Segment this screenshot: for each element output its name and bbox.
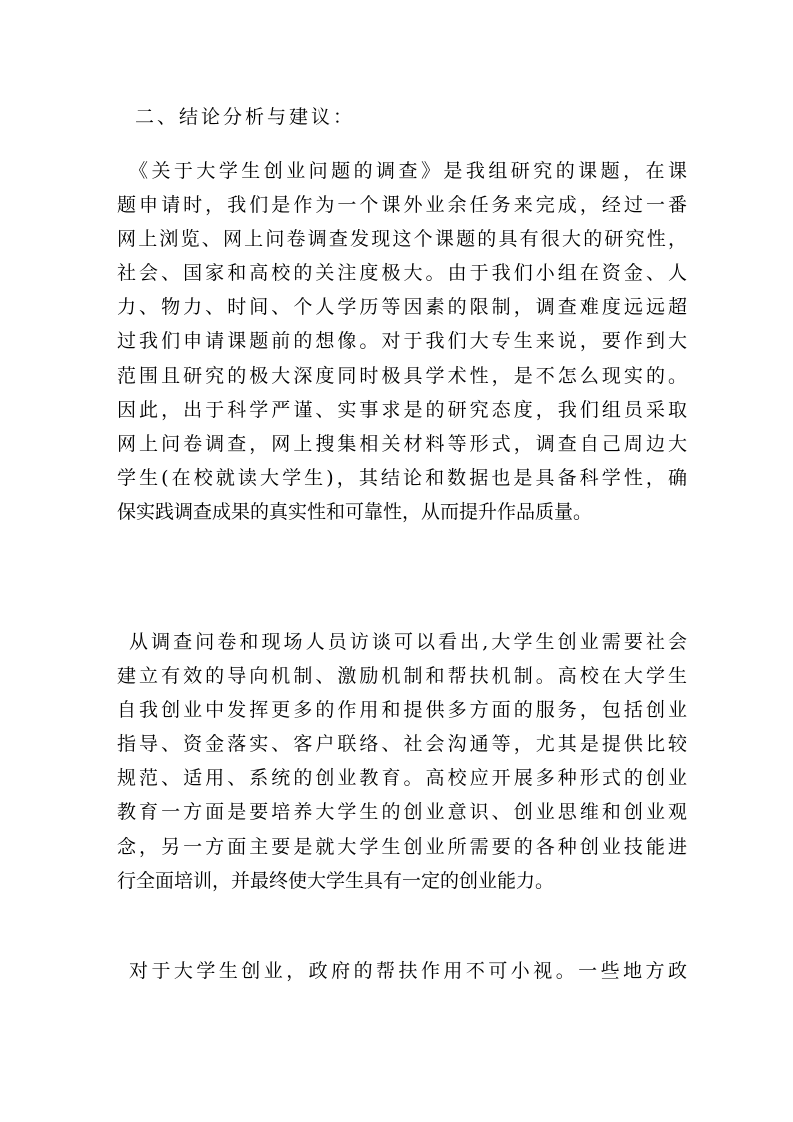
paragraph-line: 念，另一方面主要是就大学生创业所需要的各种创业技能进: [117, 835, 687, 858]
paragraph-line: 题申请时，我们是作为一个课外业余任务来完成，经过一番: [117, 194, 687, 217]
paragraph-line: 社会、国家和高校的关注度极大。由于我们小组在资金、人: [117, 262, 687, 285]
paragraph-line: 自我创业中发挥更多的作用和提供多方面的服务，包括创业: [117, 699, 687, 722]
paragraph-line: 网上浏览、网上问卷调查发现这个课题的具有很大的研究性，: [117, 228, 687, 251]
paragraph-line: 建立有效的导向机制、激励机制和帮扶机制。高校在大学生: [117, 665, 687, 688]
paragraph-line: 行全面培训，并最终使大学生具有一定的创业能力。: [117, 869, 555, 892]
paragraph-line: 规范、适用、系统的创业教育。高校应开展多种形式的创业: [117, 767, 687, 790]
paragraph-government-support: [117, 954, 687, 988]
paragraph-line: 保实践调查成果的真实性和可靠性，从而提升作品质量。: [117, 500, 593, 523]
paragraph-university-support: [117, 625, 687, 898]
section-heading: 二、结论分析与建议：: [135, 106, 356, 128]
paragraph-line: 《关于大学生创业问题的调查》是我组研究的课题，在课: [129, 160, 687, 182]
paragraph-line: 力、物力、时间、个人学历等因素的限制，调查难度远远超: [117, 296, 687, 319]
paragraph-line: 过我们申请课题前的想像。对于我们大专生来说，要作到大: [117, 330, 687, 353]
paragraph-line: 教育一方面是要培养大学生的创业意识、创业思维和创业观: [117, 801, 687, 824]
paragraph-line: 网上问卷调查，网上搜集相关材料等形式，调查自己周边大: [117, 432, 687, 455]
paragraph-line: 从调查问卷和现场人员访谈可以看出,大学生创业需要社会: [129, 631, 687, 653]
paragraph-line: 因此，出于科学严谨、实事求是的研究态度，我们组员采取: [117, 398, 687, 421]
paragraph-survey-background: [117, 154, 687, 529]
paragraph-line: 指导、资金落实、客户联络、社会沟通等，尤其是提供比较: [117, 733, 687, 756]
paragraph-line: 对于大学生创业，政府的帮扶作用不可小视。一些地方政: [129, 960, 687, 982]
paragraph-line: 学生(在校就读大学生)，其结论和数据也是具备科学性，确: [117, 466, 687, 489]
paragraph-line: 范围且研究的极大深度同时极具学术性，是不怎么现实的。: [117, 364, 687, 387]
